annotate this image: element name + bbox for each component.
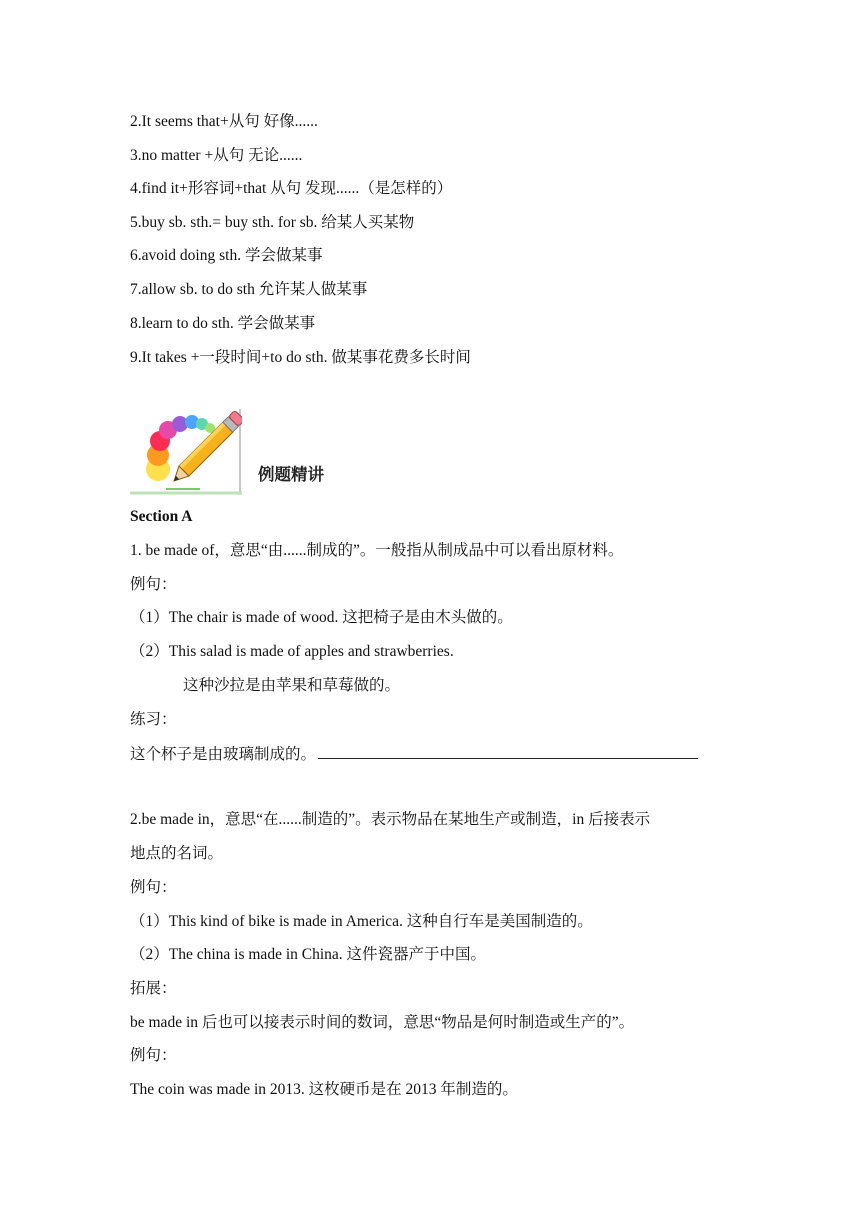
section-heading: Section A — [130, 508, 193, 525]
answer-blank[interactable] — [318, 744, 698, 759]
example-sentence: （2）The china is made in China. 这件瓷器产于中国。 — [130, 946, 487, 963]
example-sentence: The coin was made in 2013. 这枚硬币是在 2013 年制造的。 — [130, 1081, 518, 1098]
example-label: 例句： — [130, 879, 177, 896]
phrase-item: 3.no matter +从句 无论...... — [130, 147, 303, 164]
practice-question — [130, 744, 698, 765]
banner-title: 例题精讲 — [258, 465, 324, 484]
example-label: 例句： — [130, 1047, 177, 1064]
example-sentence: （1）The chair is made of wood. 这把椅子是由木头做的。 — [130, 609, 513, 626]
phrase-item: 6.avoid doing sth. 学会做某事 — [130, 247, 323, 264]
extension-label: 拓展： — [130, 980, 177, 997]
practice-text: 这个杯子是由玻璃制成的。 — [130, 746, 317, 763]
phrase-item: 7.allow sb. to do sth 允许某人做某事 — [130, 281, 368, 298]
phrase-item: 4.find it+形容词+that 从句 发现......（是怎样的） — [130, 180, 453, 197]
item2-title: 2.be made in，意思“在......制造的”。表示物品在某地生产或制造，in 后接表示 — [130, 811, 651, 828]
pencil-rainbow-icon — [130, 409, 242, 495]
phrase-item: 2.It seems that+从句 好像...... — [130, 113, 318, 130]
item2-title-cont: 地点的名词。 — [130, 845, 224, 862]
example-sentence: （1）This kind of bike is made in America. 这种自行车是美国制造的。 — [130, 913, 593, 930]
example-translation: 这种沙拉是由苹果和草莓做的。 — [183, 677, 401, 694]
practice-label: 练习： — [130, 711, 177, 728]
example-label: 例句： — [130, 576, 177, 593]
extension-text: be made in 后也可以接表示时间的数词，意思“物品是何时制造或生产的”。 — [130, 1014, 635, 1031]
phrase-item: 8.learn to do sth. 学会做某事 — [130, 315, 316, 332]
phrase-item: 9.It takes +一段时间+to do sth. 做某事花费多长时间 — [130, 349, 471, 366]
item1-title: 1. be made of，意思“由......制成的”。一般指从制成品中可以看出原材料。 — [130, 542, 624, 559]
phrase-item: 5.buy sb. sth.= buy sth. for sb. 给某人买某物 — [130, 214, 415, 231]
example-sentence: （2）This salad is made of apples and strawberries. — [130, 643, 454, 660]
